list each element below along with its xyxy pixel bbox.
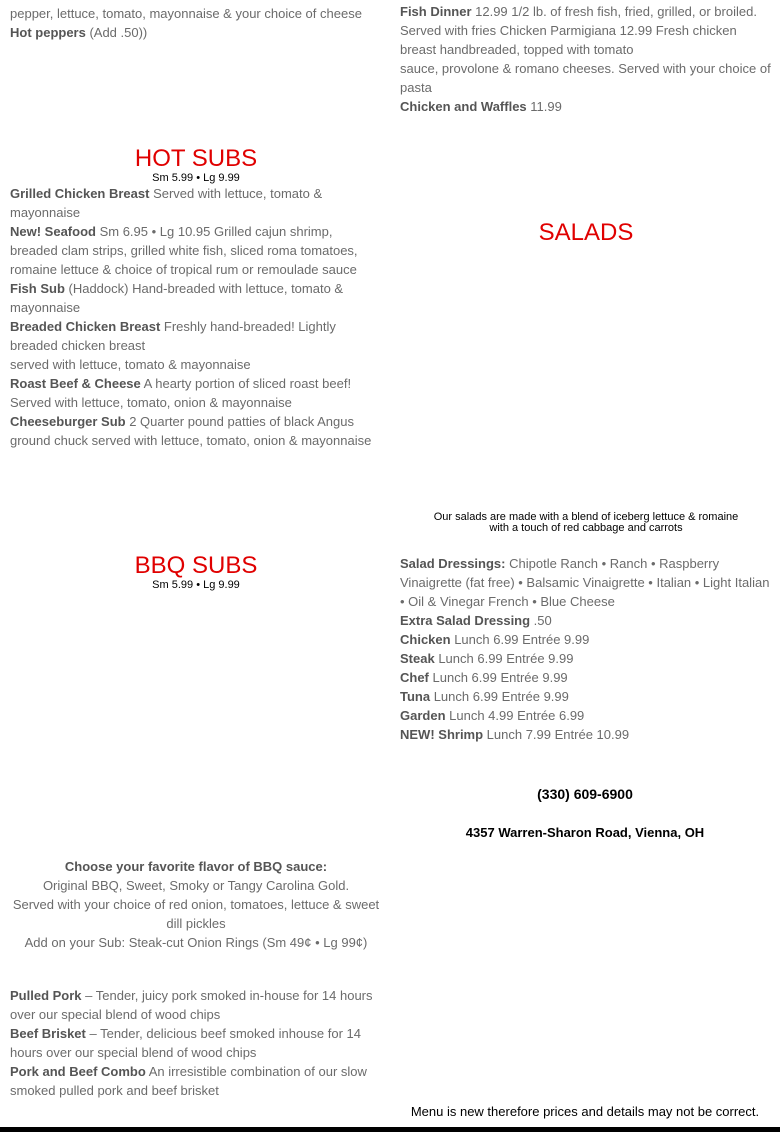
item-desc: Served with lettuce, tomato & mayonnaise — [10, 186, 323, 220]
list-item — [10, 1024, 382, 1062]
item-name: New! Seafood — [10, 224, 96, 239]
list-item — [400, 668, 772, 687]
item-desc: Freshly hand-breaded! Lightly breaded chicken breast — [10, 319, 336, 353]
item-desc: (Add .50)) — [85, 25, 148, 40]
item-name: Breaded Chicken Breast — [10, 319, 161, 334]
item-desc: – Tender, juicy pork smoked in-house for 14 hours over our special blend of wood chips — [10, 988, 373, 1022]
item-name: Garden — [400, 708, 446, 723]
salads-intro-line1: Our salads are made with a blend of iceberg lettuce & romaine — [433, 511, 739, 523]
item-name: Chef — [400, 670, 429, 685]
item-desc: Lunch 6.99 Entrée 9.99 — [450, 632, 590, 647]
item-name: Pulled Pork — [10, 988, 82, 1003]
item-name: Hot peppers — [10, 25, 86, 40]
bbq-sauce-heading — [10, 857, 382, 876]
list-item — [10, 184, 382, 222]
item-name: Chicken — [400, 632, 451, 647]
item-desc: – Tender, delicious beef smoked inhouse for 14 hours over our special blend of wood chips — [10, 1026, 361, 1060]
item-name: Extra Salad Dressing — [400, 613, 531, 628]
item-desc: Lunch 6.99 Entrée 9.99 — [434, 651, 574, 666]
list-item — [10, 374, 382, 412]
item-name: Tuna — [400, 689, 431, 704]
item-name: Cheeseburger Sub — [10, 414, 126, 429]
list-item — [10, 317, 382, 355]
salad-dressings — [400, 554, 772, 611]
bbq-sauce-options: Original BBQ, Sweet, Smoky or Tangy Carolina Gold. — [42, 878, 350, 893]
continued-item-text: pepper, lettuce, tomato, mayonnaise & your choice of cheese — [10, 6, 362, 21]
item-desc: A hearty portion of sliced roast beef! Served with lettuce, tomato, onion & mayonnaise — [10, 376, 352, 410]
item-desc: Lunch 6.99 Entrée 9.99 — [428, 670, 568, 685]
item-name: Pork and Beef Combo — [10, 1064, 146, 1079]
salads-intro-line2: with a touch of red cabbage and carrots — [489, 522, 683, 534]
fish-dinner-item — [400, 2, 772, 59]
item-name: Chicken and Waffles — [400, 99, 527, 114]
salads-heading: SALADS — [538, 219, 634, 246]
fish-dinner-item-cont: sauce, provolone & romano cheeses. Served with your choice of pasta — [400, 61, 771, 95]
item-desc: 2 Quarter pound patties of black Angus ground chuck served with lettuce, tomato, onion & mayonnaise — [10, 414, 372, 448]
item-name: Grilled Chicken Breast — [10, 186, 150, 201]
hot-peppers-item — [10, 23, 382, 42]
list-item — [400, 706, 772, 725]
item-name: Steak — [400, 651, 435, 666]
hot-subs-heading: HOT SUBS — [134, 145, 258, 172]
item-desc: Sm 6.95 • Lg 10.95 Grilled cajun shrimp, breaded clam strips, grilled white fish, sliced roma tomatoes, romaine lettuce & choice of tropical rum or remoulade sauce — [10, 224, 358, 277]
bbq-subs-prices: Sm 5.99 • Lg 9.99 — [152, 579, 240, 591]
list-item — [400, 630, 772, 649]
list-item — [10, 222, 382, 279]
item-desc: An irresistible combination of our slow smoked pulled pork and beef brisket — [10, 1064, 367, 1098]
item-desc: (Haddock) Hand-breaded with lettuce, tomato & mayonnaise — [10, 281, 344, 315]
footer-divider — [0, 1127, 780, 1132]
list-item — [10, 986, 382, 1024]
dressings-label: Salad Dressings: — [400, 556, 506, 571]
item-desc: Lunch 4.99 Entrée 6.99 — [445, 708, 585, 723]
item-name: Roast Beef & Cheese — [10, 376, 141, 391]
list-item-cont: served with lettuce, tomato & mayonnaise — [10, 357, 251, 372]
bbq-served-with: Served with your choice of red onion, tomatoes, lettuce & sweet dill pickles — [12, 897, 380, 931]
item-name: Fish Sub — [10, 281, 65, 296]
bbq-subs-list — [10, 986, 382, 1100]
bbq-sauce-heading-text: Choose your favorite flavor of BBQ sauce: — [64, 859, 328, 874]
list-item — [10, 412, 382, 450]
item-desc: 12.99 1/2 lb. of fresh fish, fried, grilled, or broiled. Served with fries Chicken Parmigiana 12.99 Fresh chicken breast handbreaded, topped with tomato — [400, 4, 757, 57]
top-right-continuation — [400, 2, 772, 116]
item-desc: Lunch 6.99 Entrée 9.99 — [430, 689, 569, 704]
list-item — [10, 279, 382, 317]
phone-number[interactable]: (330) 609-6900 — [537, 786, 633, 802]
address: 4357 Warren-Sharon Road, Vienna, OH — [465, 825, 705, 840]
list-item — [10, 1062, 382, 1100]
bbq-subs-heading: BBQ SUBS — [134, 552, 258, 579]
list-item — [400, 687, 772, 706]
salads-list — [400, 554, 772, 744]
salads-intro — [400, 512, 772, 534]
item-name: Fish Dinner — [400, 4, 472, 19]
chicken-waffles-item — [400, 97, 772, 116]
extra-dressing — [400, 611, 772, 630]
item-desc: 11.99 — [526, 99, 562, 114]
hot-subs-prices: Sm 5.99 • Lg 9.99 — [152, 172, 240, 184]
list-item — [400, 649, 772, 668]
bbq-add-on: Add on your Sub: Steak-cut Onion Rings (Sm 49¢ • Lg 99¢) — [24, 935, 368, 950]
item-name: NEW! Shrimp — [400, 727, 484, 742]
top-left-continuation — [10, 4, 382, 42]
item-name: Beef Brisket — [10, 1026, 86, 1041]
item-desc: .50 — [530, 613, 552, 628]
dressings-text: Chipotle Ranch • Ranch • Raspberry Vinaigrette (fat free) • Balsamic Vinaigrette • Italian • Light Italian • Oil & Vinegar French • Blue Cheese — [400, 556, 770, 609]
bbq-sauce-info — [10, 857, 382, 952]
hot-subs-list — [10, 184, 382, 450]
item-desc: Lunch 7.99 Entrée 10.99 — [483, 727, 630, 742]
list-item — [400, 725, 772, 744]
menu-disclaimer: Menu is new therefore prices and details may not be correct. — [410, 1104, 760, 1119]
